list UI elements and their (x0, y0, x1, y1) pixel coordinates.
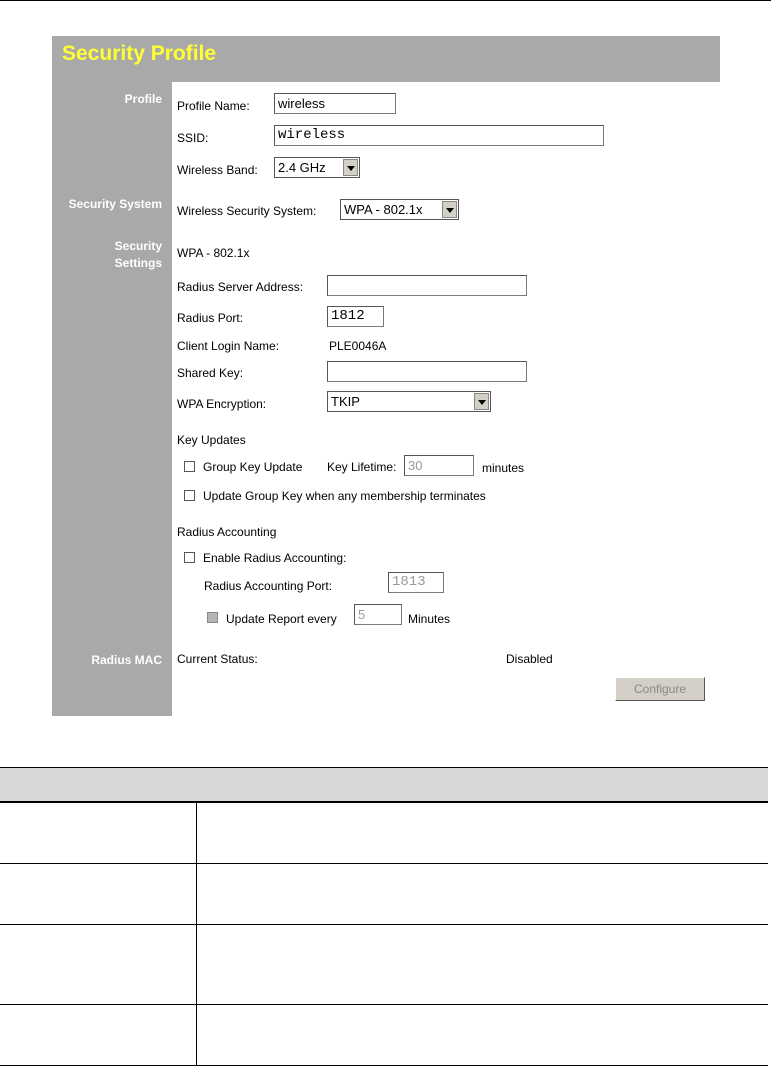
radius-server-address-label: Radius Server Address: (177, 280, 304, 294)
chevron-down-icon[interactable] (343, 159, 358, 176)
table-row (0, 803, 768, 864)
table-row (0, 864, 768, 925)
wireless-security-system-select[interactable] (340, 199, 459, 220)
radius-accounting-heading: Radius Accounting (177, 525, 277, 539)
group-key-update-checkbox[interactable] (184, 461, 195, 472)
column-divider (196, 864, 197, 924)
profile-name-input[interactable]: wireless (274, 93, 396, 114)
wireless-band-value: 2.4 GHz (278, 160, 326, 175)
key-lifetime-minutes-label: minutes (482, 461, 525, 475)
group-key-update-label: Group Key Update (203, 460, 303, 474)
table-row (0, 925, 768, 1005)
enable-radius-accounting-checkbox[interactable] (184, 552, 195, 563)
update-report-interval-input[interactable]: 5 (354, 604, 402, 625)
section-label-column (52, 82, 172, 716)
section-label-profile: Profile (124, 92, 162, 106)
section-label-security-settings: Security Settings (114, 239, 162, 270)
radius-accounting-port-input[interactable]: 1813 (388, 572, 444, 593)
client-login-name-label: Client Login Name: (177, 339, 280, 353)
column-divider (196, 803, 197, 863)
radius-accounting-port-label: Radius Accounting Port: (204, 579, 333, 593)
key-lifetime-label: Key Lifetime: (327, 460, 397, 474)
radius-port-label: Radius Port: (177, 311, 244, 325)
key-updates-heading: Key Updates (177, 433, 246, 447)
wireless-band-label: Wireless Band: (177, 163, 258, 177)
current-status-value: Disabled (506, 652, 553, 666)
shared-key-label: Shared Key: (177, 366, 244, 380)
enable-radius-accounting-label: Enable Radius Accounting: (203, 551, 347, 565)
chevron-down-icon[interactable] (474, 393, 489, 410)
client-login-name-value: PLE0046A (329, 339, 387, 353)
section-label-security-system: Security System (68, 197, 162, 211)
key-lifetime-input[interactable]: 30 (404, 455, 474, 476)
shared-key-input[interactable] (327, 361, 527, 382)
table-row (0, 1005, 768, 1066)
ssid-label: SSID: (177, 131, 209, 145)
wpa-encryption-value: TKIP (331, 394, 360, 409)
radius-server-address-input[interactable] (327, 275, 527, 296)
page-top-rule (0, 0, 771, 1)
current-status-label: Current Status: (177, 652, 258, 666)
update-group-key-membership-label: Update Group Key when any membership terminates (203, 489, 486, 503)
wpa-encryption-select[interactable] (327, 391, 491, 412)
table-header (0, 767, 768, 803)
wireless-security-system-value: WPA - 802.1x (344, 202, 423, 217)
update-report-checkbox[interactable] (207, 612, 218, 623)
chevron-down-icon[interactable] (442, 201, 457, 218)
section-label-radius-mac: Radius MAC (91, 653, 162, 667)
update-report-label: Update Report every (226, 612, 337, 626)
page-title: Security Profile (62, 42, 217, 65)
wireless-security-system-label: Wireless Security System: (177, 204, 317, 218)
column-divider (196, 1005, 197, 1065)
title-bar (52, 36, 720, 82)
radius-port-input[interactable]: 1812 (327, 306, 384, 327)
ssid-input[interactable]: wireless (274, 125, 604, 146)
wireless-band-select[interactable] (274, 157, 360, 178)
update-group-key-membership-checkbox[interactable] (184, 490, 195, 501)
security-profile-panel (52, 36, 720, 716)
wpa-encryption-label: WPA Encryption: (177, 397, 267, 411)
wpa-mode-heading: WPA - 802.1x (177, 246, 250, 260)
profile-name-label: Profile Name: (177, 99, 250, 113)
configure-button[interactable]: Configure (615, 677, 705, 701)
column-divider (196, 925, 197, 1004)
update-report-minutes-label: Minutes (408, 612, 451, 626)
